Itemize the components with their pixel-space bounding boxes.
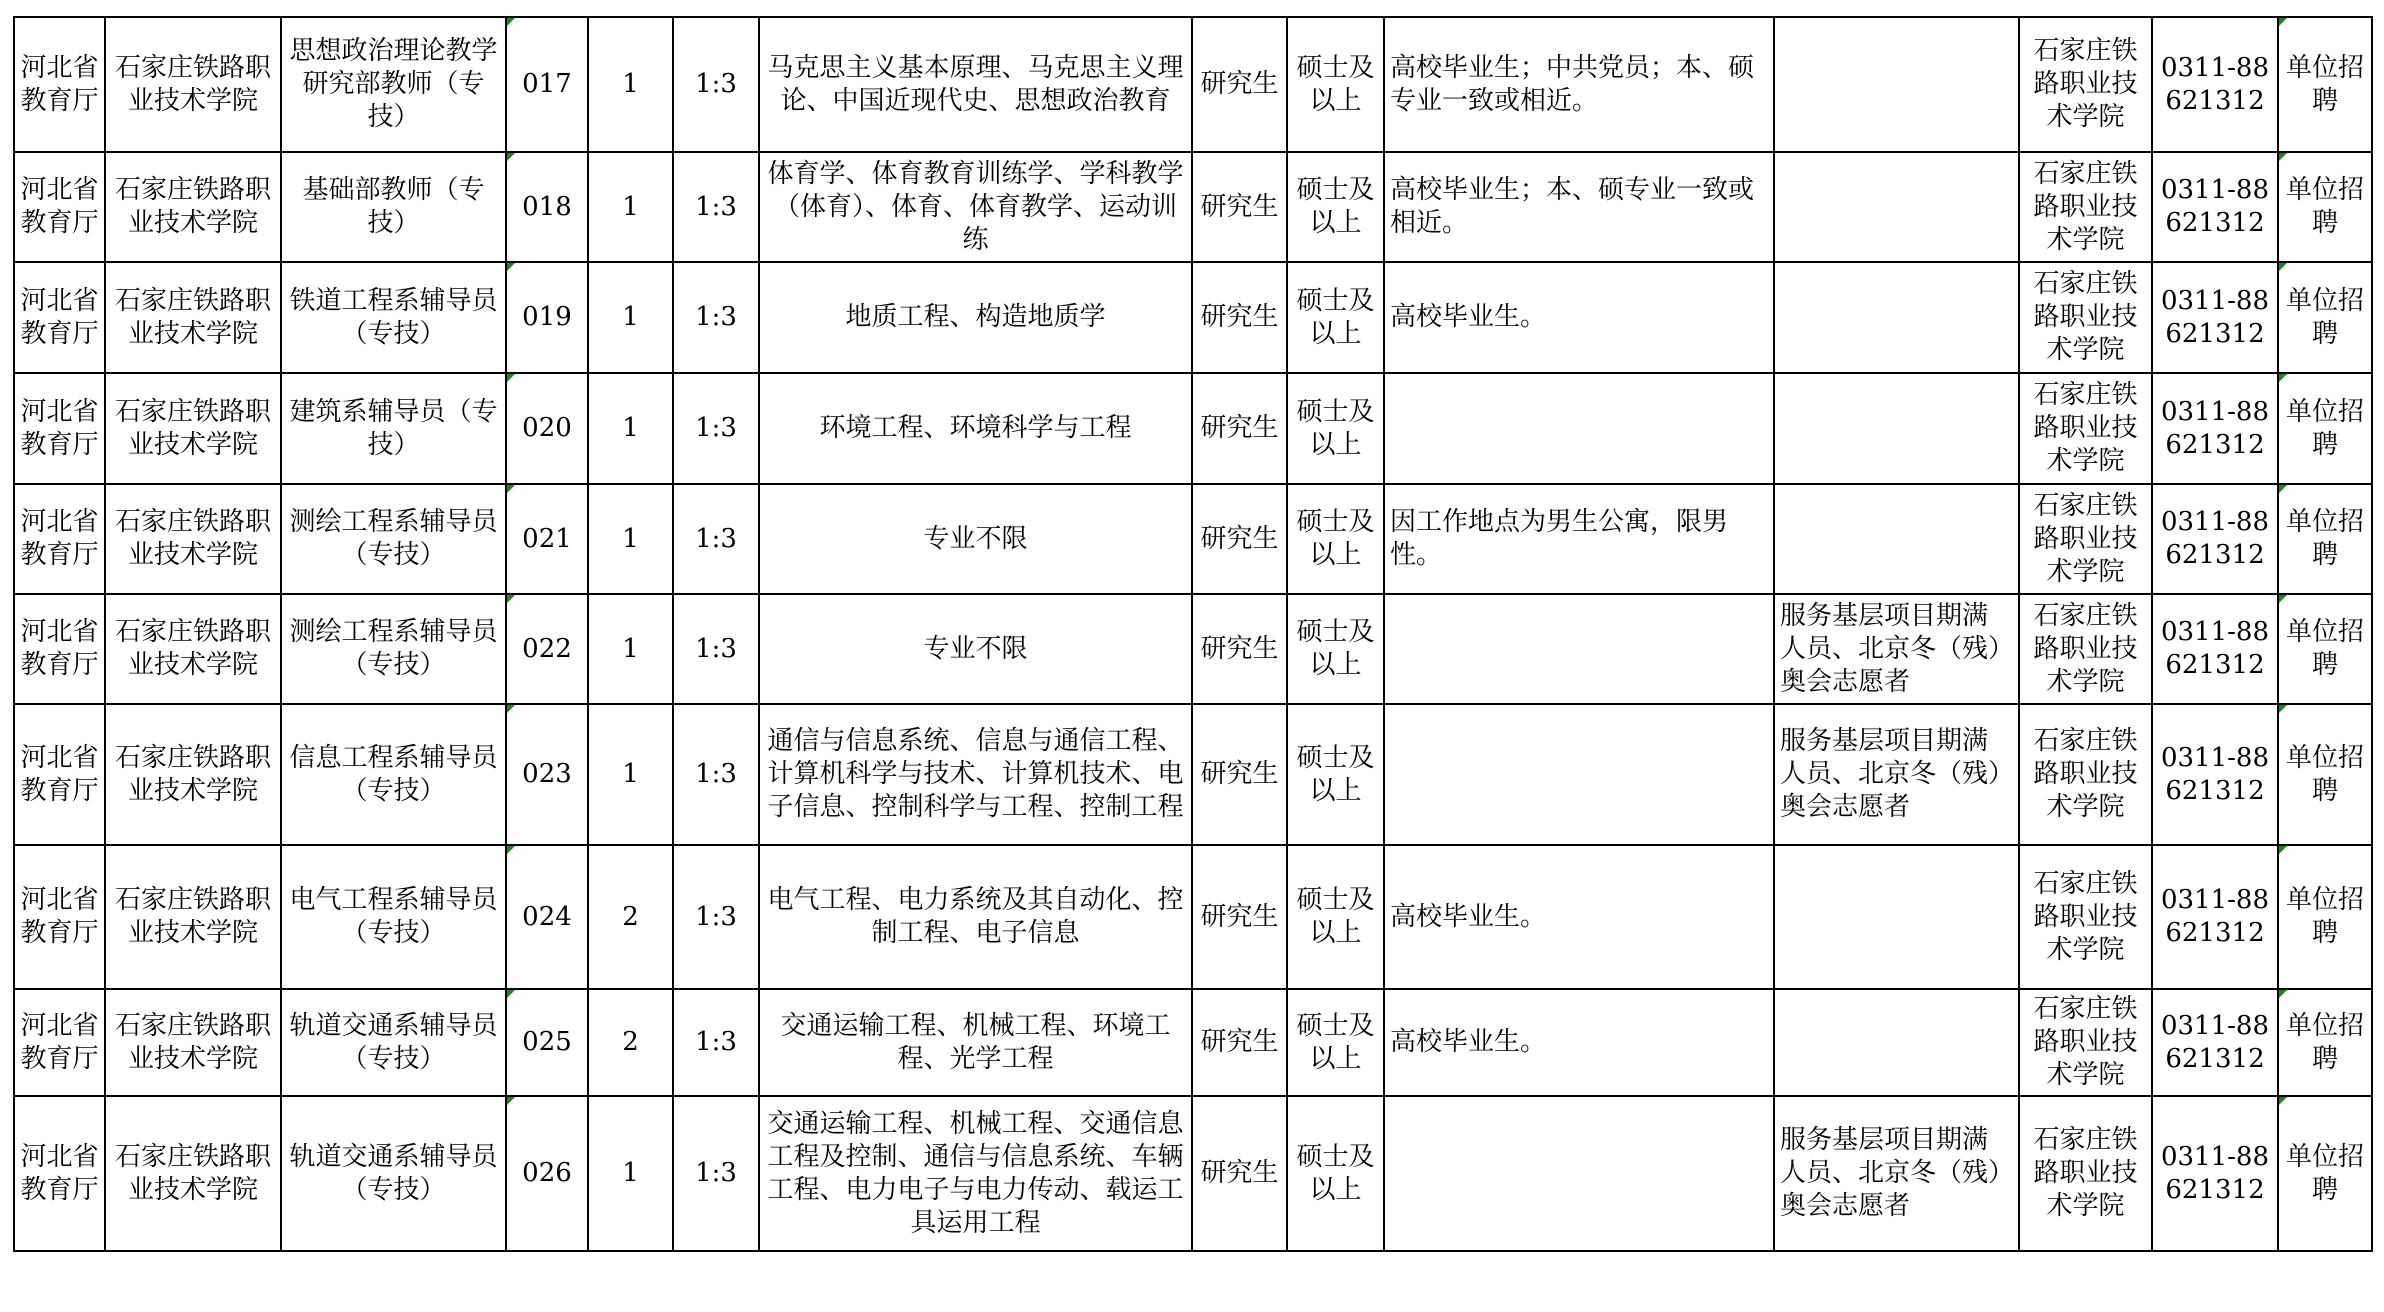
education-cell: 研究生 bbox=[1192, 373, 1287, 484]
degree-cell: 硕士及以上 bbox=[1287, 152, 1384, 262]
department-cell: 河北省教育厅 bbox=[14, 152, 105, 262]
position-cell: 轨道交通系辅导员（专技） bbox=[281, 989, 506, 1096]
education-cell: 研究生 bbox=[1192, 262, 1287, 373]
position-code-cell: 026 bbox=[506, 1096, 588, 1251]
targeted-candidates-cell: 服务基层项目期满人员、北京冬（残）奥会志愿者 bbox=[1774, 594, 2019, 704]
position-cell: 建筑系辅导员（专技） bbox=[281, 373, 506, 484]
table-row bbox=[14, 1096, 2372, 1251]
exam-ratio-cell: 1:3 bbox=[673, 845, 759, 989]
contact-phone-cell: 0311-88621312 bbox=[2152, 845, 2278, 989]
position-code-cell: 021 bbox=[506, 484, 588, 594]
table-row bbox=[14, 152, 2372, 262]
hiring-number-cell: 1 bbox=[588, 152, 673, 262]
major-requirement-cell: 通信与信息系统、信息与通信工程、计算机科学与技术、计算机技术、电子信息、控制科学与工程、控制工程 bbox=[759, 704, 1192, 845]
targeted-candidates-cell: 服务基层项目期满人员、北京冬（残）奥会志愿者 bbox=[1774, 1096, 2019, 1251]
unit-cell: 石家庄铁路职业技术学院 bbox=[105, 484, 281, 594]
unit-cell: 石家庄铁路职业技术学院 bbox=[105, 989, 281, 1096]
contact-phone-cell: 0311-88621312 bbox=[2152, 989, 2278, 1096]
major-requirement-cell: 环境工程、环境科学与工程 bbox=[759, 373, 1192, 484]
hiring-number-cell: 2 bbox=[588, 845, 673, 989]
position-code-cell: 017 bbox=[506, 17, 588, 152]
recruitment-mode-cell: 单位招聘 bbox=[2278, 152, 2372, 262]
major-requirement-cell: 专业不限 bbox=[759, 484, 1192, 594]
department-cell: 河北省教育厅 bbox=[14, 262, 105, 373]
position-code-cell: 025 bbox=[506, 989, 588, 1096]
exam-ratio-cell: 1:3 bbox=[673, 262, 759, 373]
position-code-cell: 020 bbox=[506, 373, 588, 484]
other-requirements-cell: 因工作地点为男生公寓，限男性。 bbox=[1384, 484, 1774, 594]
exam-unit-cell: 石家庄铁路职业技术学院 bbox=[2019, 704, 2152, 845]
exam-ratio-cell: 1:3 bbox=[673, 152, 759, 262]
exam-unit-cell: 石家庄铁路职业技术学院 bbox=[2019, 989, 2152, 1096]
recruitment-mode-cell: 单位招聘 bbox=[2278, 594, 2372, 704]
targeted-candidates-cell bbox=[1774, 152, 2019, 262]
education-cell: 研究生 bbox=[1192, 17, 1287, 152]
hiring-number-cell: 2 bbox=[588, 989, 673, 1096]
education-cell: 研究生 bbox=[1192, 989, 1287, 1096]
recruitment-mode-cell: 单位招聘 bbox=[2278, 484, 2372, 594]
position-cell: 轨道交通系辅导员（专技） bbox=[281, 1096, 506, 1251]
position-cell: 铁道工程系辅导员（专技） bbox=[281, 262, 506, 373]
hiring-number-cell: 1 bbox=[588, 373, 673, 484]
table-row bbox=[14, 594, 2372, 704]
department-cell: 河北省教育厅 bbox=[14, 704, 105, 845]
hiring-number-cell: 1 bbox=[588, 484, 673, 594]
recruitment-mode-cell: 单位招聘 bbox=[2278, 1096, 2372, 1251]
exam-ratio-cell: 1:3 bbox=[673, 594, 759, 704]
contact-phone-cell: 0311-88621312 bbox=[2152, 152, 2278, 262]
other-requirements-cell: 高校毕业生。 bbox=[1384, 989, 1774, 1096]
contact-phone-cell: 0311-88621312 bbox=[2152, 373, 2278, 484]
other-requirements-cell: 高校毕业生；本、硕专业一致或相近。 bbox=[1384, 152, 1774, 262]
targeted-candidates-cell bbox=[1774, 262, 2019, 373]
education-cell: 研究生 bbox=[1192, 1096, 1287, 1251]
other-requirements-cell: 高校毕业生。 bbox=[1384, 262, 1774, 373]
table-row bbox=[14, 704, 2372, 845]
exam-ratio-cell: 1:3 bbox=[673, 704, 759, 845]
targeted-candidates-cell bbox=[1774, 484, 2019, 594]
targeted-candidates-cell bbox=[1774, 845, 2019, 989]
degree-cell: 硕士及以上 bbox=[1287, 594, 1384, 704]
recruitment-mode-cell: 单位招聘 bbox=[2278, 845, 2372, 989]
exam-ratio-cell: 1:3 bbox=[673, 1096, 759, 1251]
hiring-number-cell: 1 bbox=[588, 17, 673, 152]
table-row bbox=[14, 484, 2372, 594]
contact-phone-cell: 0311-88621312 bbox=[2152, 484, 2278, 594]
table-row bbox=[14, 373, 2372, 484]
major-requirement-cell: 马克思主义基本原理、马克思主义理论、中国近现代史、思想政治教育 bbox=[759, 17, 1192, 152]
education-cell: 研究生 bbox=[1192, 594, 1287, 704]
unit-cell: 石家庄铁路职业技术学院 bbox=[105, 845, 281, 989]
position-code-cell: 022 bbox=[506, 594, 588, 704]
exam-unit-cell: 石家庄铁路职业技术学院 bbox=[2019, 1096, 2152, 1251]
position-code-cell: 019 bbox=[506, 262, 588, 373]
education-cell: 研究生 bbox=[1192, 152, 1287, 262]
unit-cell: 石家庄铁路职业技术学院 bbox=[105, 17, 281, 152]
major-requirement-cell: 体育学、体育教育训练学、学科教学（体育）、体育、体育教学、运动训练 bbox=[759, 152, 1192, 262]
degree-cell: 硕士及以上 bbox=[1287, 17, 1384, 152]
table-row bbox=[14, 17, 2372, 152]
education-cell: 研究生 bbox=[1192, 704, 1287, 845]
recruitment-mode-cell: 单位招聘 bbox=[2278, 262, 2372, 373]
exam-unit-cell: 石家庄铁路职业技术学院 bbox=[2019, 152, 2152, 262]
unit-cell: 石家庄铁路职业技术学院 bbox=[105, 1096, 281, 1251]
major-requirement-cell: 专业不限 bbox=[759, 594, 1192, 704]
hiring-number-cell: 1 bbox=[588, 262, 673, 373]
recruitment-mode-cell: 单位招聘 bbox=[2278, 373, 2372, 484]
degree-cell: 硕士及以上 bbox=[1287, 704, 1384, 845]
hiring-number-cell: 1 bbox=[588, 594, 673, 704]
targeted-candidates-cell bbox=[1774, 989, 2019, 1096]
major-requirement-cell: 交通运输工程、机械工程、环境工程、光学工程 bbox=[759, 989, 1192, 1096]
degree-cell: 硕士及以上 bbox=[1287, 484, 1384, 594]
department-cell: 河北省教育厅 bbox=[14, 373, 105, 484]
table-row bbox=[14, 989, 2372, 1096]
recruitment-mode-cell: 单位招聘 bbox=[2278, 989, 2372, 1096]
major-requirement-cell: 地质工程、构造地质学 bbox=[759, 262, 1192, 373]
other-requirements-cell bbox=[1384, 594, 1774, 704]
hiring-number-cell: 1 bbox=[588, 1096, 673, 1251]
position-code-cell: 018 bbox=[506, 152, 588, 262]
unit-cell: 石家庄铁路职业技术学院 bbox=[105, 262, 281, 373]
position-cell: 信息工程系辅导员（专技） bbox=[281, 704, 506, 845]
exam-unit-cell: 石家庄铁路职业技术学院 bbox=[2019, 845, 2152, 989]
degree-cell: 硕士及以上 bbox=[1287, 845, 1384, 989]
table-row bbox=[14, 845, 2372, 989]
hiring-number-cell: 1 bbox=[588, 704, 673, 845]
degree-cell: 硕士及以上 bbox=[1287, 262, 1384, 373]
department-cell: 河北省教育厅 bbox=[14, 17, 105, 152]
degree-cell: 硕士及以上 bbox=[1287, 373, 1384, 484]
position-cell: 测绘工程系辅导员（专技） bbox=[281, 594, 506, 704]
education-cell: 研究生 bbox=[1192, 845, 1287, 989]
degree-cell: 硕士及以上 bbox=[1287, 1096, 1384, 1251]
department-cell: 河北省教育厅 bbox=[14, 1096, 105, 1251]
major-requirement-cell: 交通运输工程、机械工程、交通信息工程及控制、通信与信息系统、车辆工程、电力电子与电力传动、载运工具运用工程 bbox=[759, 1096, 1192, 1251]
exam-unit-cell: 石家庄铁路职业技术学院 bbox=[2019, 484, 2152, 594]
exam-unit-cell: 石家庄铁路职业技术学院 bbox=[2019, 594, 2152, 704]
recruitment-table bbox=[13, 16, 2373, 1252]
degree-cell: 硕士及以上 bbox=[1287, 989, 1384, 1096]
contact-phone-cell: 0311-88621312 bbox=[2152, 1096, 2278, 1251]
position-cell: 电气工程系辅导员（专技） bbox=[281, 845, 506, 989]
department-cell: 河北省教育厅 bbox=[14, 845, 105, 989]
other-requirements-cell: 高校毕业生。 bbox=[1384, 845, 1774, 989]
contact-phone-cell: 0311-88621312 bbox=[2152, 704, 2278, 845]
other-requirements-cell bbox=[1384, 704, 1774, 845]
position-cell: 思想政治理论教学研究部教师（专技） bbox=[281, 17, 506, 152]
other-requirements-cell: 高校毕业生；中共党员；本、硕专业一致或相近。 bbox=[1384, 17, 1774, 152]
unit-cell: 石家庄铁路职业技术学院 bbox=[105, 704, 281, 845]
unit-cell: 石家庄铁路职业技术学院 bbox=[105, 594, 281, 704]
other-requirements-cell bbox=[1384, 373, 1774, 484]
major-requirement-cell: 电气工程、电力系统及其自动化、控制工程、电子信息 bbox=[759, 845, 1192, 989]
position-cell: 基础部教师（专技） bbox=[281, 152, 506, 262]
contact-phone-cell: 0311-88621312 bbox=[2152, 262, 2278, 373]
exam-ratio-cell: 1:3 bbox=[673, 989, 759, 1096]
unit-cell: 石家庄铁路职业技术学院 bbox=[105, 373, 281, 484]
exam-ratio-cell: 1:3 bbox=[673, 484, 759, 594]
exam-ratio-cell: 1:3 bbox=[673, 373, 759, 484]
position-code-cell: 024 bbox=[506, 845, 588, 989]
department-cell: 河北省教育厅 bbox=[14, 594, 105, 704]
other-requirements-cell bbox=[1384, 1096, 1774, 1251]
targeted-candidates-cell: 服务基层项目期满人员、北京冬（残）奥会志愿者 bbox=[1774, 704, 2019, 845]
position-cell: 测绘工程系辅导员（专技） bbox=[281, 484, 506, 594]
unit-cell: 石家庄铁路职业技术学院 bbox=[105, 152, 281, 262]
exam-unit-cell: 石家庄铁路职业技术学院 bbox=[2019, 373, 2152, 484]
exam-ratio-cell: 1:3 bbox=[673, 17, 759, 152]
exam-unit-cell: 石家庄铁路职业技术学院 bbox=[2019, 17, 2152, 152]
contact-phone-cell: 0311-88621312 bbox=[2152, 594, 2278, 704]
department-cell: 河北省教育厅 bbox=[14, 989, 105, 1096]
position-code-cell: 023 bbox=[506, 704, 588, 845]
contact-phone-cell: 0311-88621312 bbox=[2152, 17, 2278, 152]
education-cell: 研究生 bbox=[1192, 484, 1287, 594]
targeted-candidates-cell bbox=[1774, 373, 2019, 484]
exam-unit-cell: 石家庄铁路职业技术学院 bbox=[2019, 262, 2152, 373]
table-row bbox=[14, 262, 2372, 373]
targeted-candidates-cell bbox=[1774, 17, 2019, 152]
recruitment-mode-cell: 单位招聘 bbox=[2278, 704, 2372, 845]
department-cell: 河北省教育厅 bbox=[14, 484, 105, 594]
recruitment-mode-cell: 单位招聘 bbox=[2278, 17, 2372, 152]
